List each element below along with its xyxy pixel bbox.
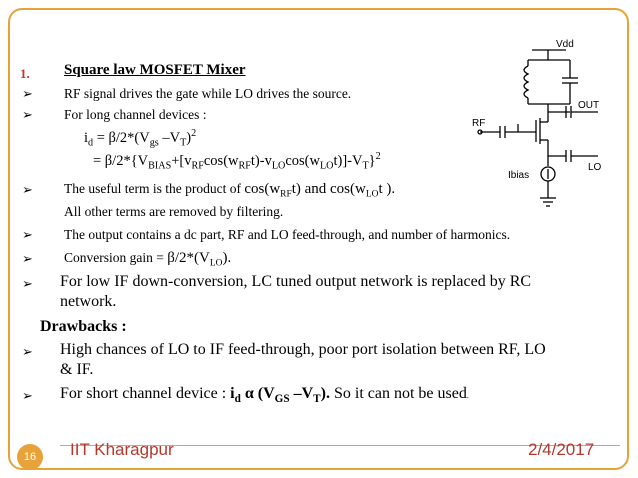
bullet-text: The output contains a dc part, RF and LO feed-through, and number of harmonics.: [64, 227, 511, 242]
footer-institution: IIT Kharagpur: [70, 440, 174, 459]
bullet-arrow-icon: ➢: [22, 228, 33, 243]
bullet-text: Conversion gain = $\beta/2*(V_{LO})$.: [64, 250, 232, 269]
bullet-arrow-icon: ➢: [22, 389, 33, 404]
rf-label: RF: [472, 118, 486, 129]
footer-date: 2/4/2017: [528, 440, 595, 459]
slide-number-badge: 16: [17, 444, 43, 470]
bullet-arrow-icon: ➢: [22, 345, 33, 360]
section-title: Square law MOSFET Mixer: [64, 62, 246, 78]
bullet-text: For long channel devices :: [64, 107, 207, 122]
bullet-text: network.: [60, 293, 117, 310]
bullet-text: For low IF down-conversion, LC tuned output network is replaced by RC: [60, 273, 532, 290]
bullet-continuation: All other terms are removed by filtering.: [64, 204, 284, 219]
bullet-text: & IF.: [60, 361, 94, 378]
bullet-text: For short channel device : $i_d$ α ($V_{GS}$ $-V_T$). So it can not be used.: [60, 385, 469, 406]
mosfet-mixer-schematic: [470, 38, 620, 218]
lo-label: LO: [588, 162, 602, 173]
equation-expansion: = $\beta/2*\{V_{BIAS}+[v_{RF}\cos(w_{RF}t)-v_{LO}\cos(w_{LO}t)]-V_T\}^2$: [93, 151, 381, 172]
bullet-arrow-icon: ➢: [22, 87, 33, 102]
equation-id: $i_d = \beta/2*(V_{gs}$ $-V_T)^2$: [84, 128, 197, 149]
bullet-arrow-icon: ➢: [22, 277, 33, 292]
bullet-text: RF signal drives the gate while LO drives the source.: [64, 86, 352, 101]
out-label: OUT: [578, 100, 600, 111]
bullet-text: The useful term is the product of $\cos(w_{RF}t)$ and $\cos(w_{LO}t$ ).: [64, 181, 396, 200]
vdd-label: Vdd: [556, 39, 574, 50]
drawbacks-heading: Drawbacks :: [40, 318, 127, 335]
bullet-text: High chances of LO to IF feed-through, poor port isolation between RF, LO: [60, 341, 546, 358]
section-number: 1.: [20, 66, 30, 81]
bullet-arrow-icon: ➢: [22, 183, 33, 198]
ibias-label: Ibias: [508, 170, 530, 181]
bullet-arrow-icon: ➢: [22, 108, 33, 123]
bullet-arrow-icon: ➢: [22, 252, 33, 267]
